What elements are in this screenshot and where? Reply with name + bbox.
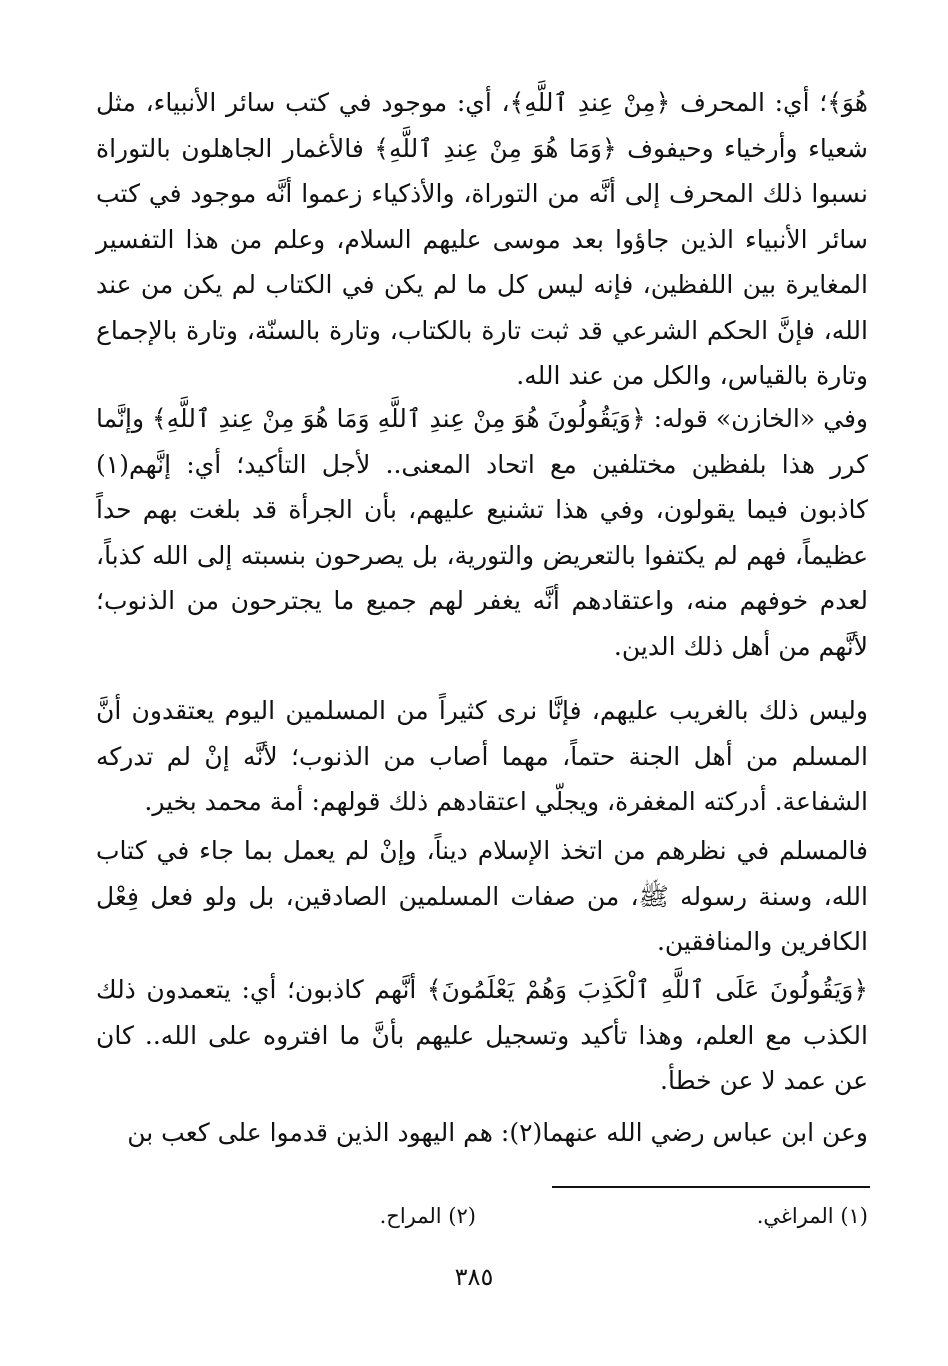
footnote-divider (552, 1186, 870, 1188)
paragraph-4: فالمسلم في نظرهم من اتخذ الإسلام ديناً، وإنْ لم يعمل بما جاء في كتاب الله، وسنة رسوله ﷺ، من صفات المسلمين الصادقين، بل ولو فعل فِعْل الكافرين والمنافقين. (96, 836, 868, 956)
page-number: ٣٨٥ (454, 1263, 494, 1291)
paragraph-3: وليس ذلك بالغريب عليهم، فإنَّا نرى كثيراً من المسلمين اليوم يعتقدون أنَّ المسلم من أهل الجنة حتماً، مهما أصاب من الذنوب؛ لأنَّه إنْ لم تدركه الشفاعة. أدركته المغفرة، ويجلّي اعتقادهم ذلك قولهم: أمة محمد بخير. (96, 696, 868, 816)
footnote-1: (١) المراغي. (756, 1204, 868, 1228)
paragraph-5: ﴿وَيَقُولُونَ عَلَى ٱللَّهِ ٱلْكَذِبَ وَهُمْ يَعْلَمُونَ﴾ أنَّهم كاذبون؛ أي: يتعمدون ذلك الكذب مع العلم، وهذا تأكيد وتسجيل عليهم بأنَّ ما افتروه على الله.. كان عن عمد لا عن خطأ. (96, 975, 869, 1095)
page-body (96, 80, 869, 1147)
paragraph-2: وفي «الخازن» قوله: ﴿وَيَقُولُونَ هُوَ مِنْ عِندِ ٱللَّهِ وَمَا هُوَ مِنْ عِندِ ٱللَّهِ﴾ وإنَّما كرر هذا بلفظين مختلفين مع اتحاد المعنى.. لأجل التأكيد؛ أي: إنَّهم(١) كاذبون فيما يقولون، وفي هذا تشنيع عليهم، بأن الجرأة قد بلغت بهم حداً عظيماً، فهم لم يكتفوا بالتعريض والتورية، بل يصرحون بنسبته إلى الله كذباً، لعدم خوفهم منه، واعتقادهم أنَّه يغفر لهم جميع ما يجترحون من الذنوب؛ لأنَّهم من أهل ذلك الدين. (96, 404, 868, 661)
paragraph-6: وعن ابن عباس رضي الله عنهما(٢): هم اليهود الذين قدموا على كعب بن (127, 1118, 868, 1147)
paragraph-1: هُوَ﴾؛ أي: المحرف ﴿مِنْ عِندِ ٱللَّهِ﴾، أي: موجود في كتب سائر الأنبياء، مثل شعياء وأرخياء وحيفوف ﴿وَمَا هُوَ مِنْ عِندِ ٱللَّهِ﴾ فالأغمار الجاهلون بالتوراة نسبوا ذلك المحرف إلى أنَّه من التوراة، والأذكياء زعموا أنَّه موجود في كتب سائر الأنبياء الذين جاؤوا بعد موسى عليهم السلام، وعلم من هذا التفسير المغايرة بين اللفظين، فإنه ليس كل ما لم يكن في الكتاب لم يكن من عند الله، فإنَّ الحكم الشرعي قد ثبت تارة بالكتاب، وتارة بالسنّة، وتارة بالإجماع وتارة بالقياس، والكل من عند الله. (96, 88, 868, 390)
footnote-2: (٢) المراح. (379, 1204, 476, 1228)
